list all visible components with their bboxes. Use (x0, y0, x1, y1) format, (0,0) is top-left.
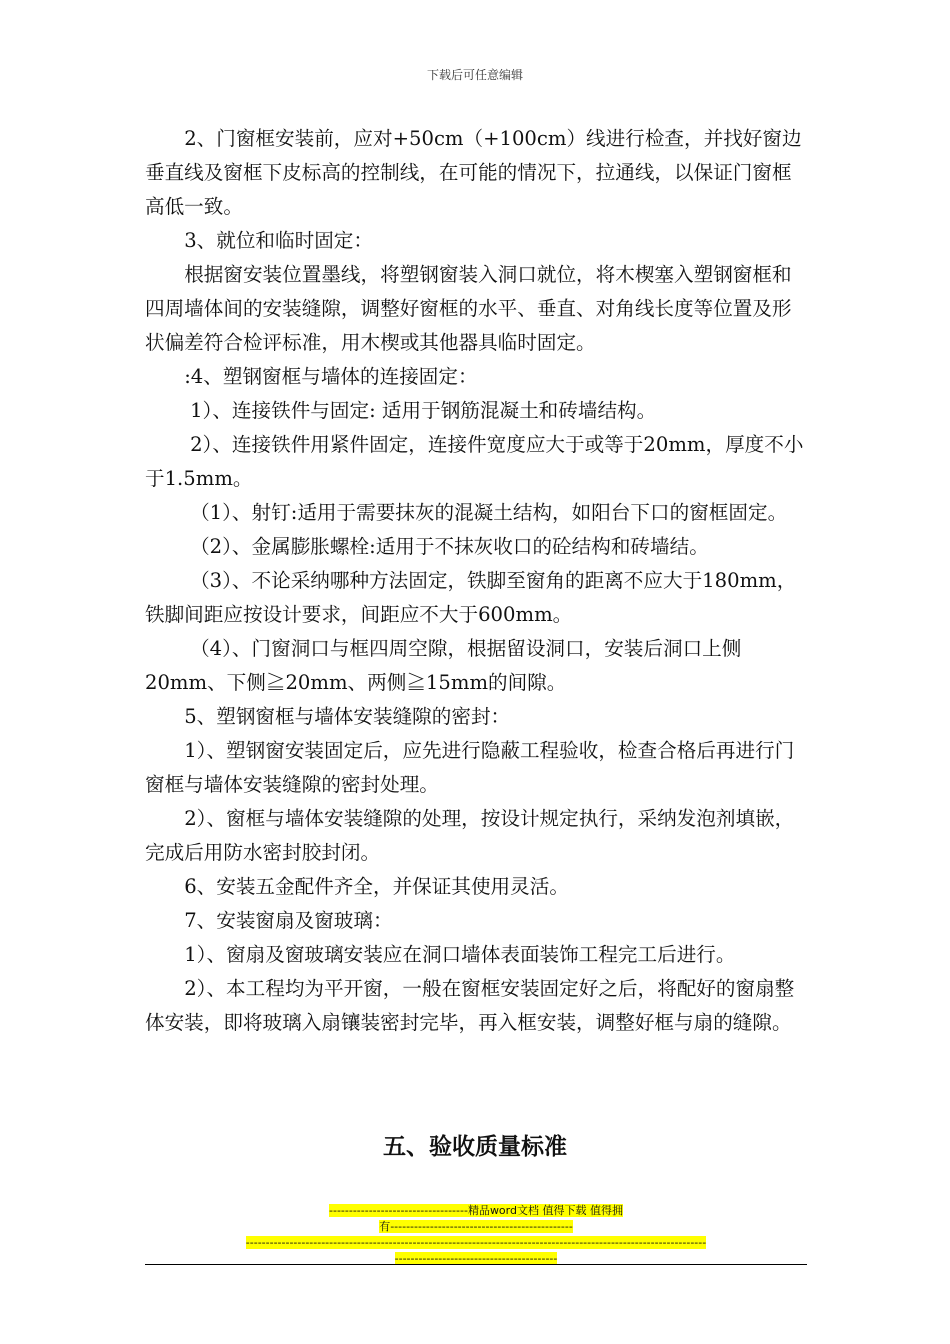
page-header: 下载后可任意编辑 (426, 68, 523, 82)
footer-line: -------------------------------------------------------------------------------------------------------------------- (245, 1236, 707, 1249)
paragraph: 2）、窗框与墙体安装缝隙的处理，按设计规定执行，采纳发泡剂填嵌，完成后用防水密封胶封闭。 (145, 807, 795, 864)
paragraph: （3）、不论采纳哪种方法固定，铁脚至窗角的距离不应大于180mm，铁脚间距应按设计要求，间距应不大于600mm。 (145, 569, 797, 626)
paragraph: 3、就位和临时固定： (184, 229, 373, 252)
paragraph: 5、塑钢窗框与墙体安装缝隙的密封： (184, 705, 511, 728)
footer-line: 有---------------------------------------------- (379, 1220, 573, 1233)
paragraph: （1）、射钉:适用于需要抹灰的混凝土结构，如阳台下口的窗框固定。 (190, 501, 788, 524)
paragraph: 6、安装五金配件齐全，并保证其使用灵活。 (184, 875, 569, 898)
paragraph: （2）、金属膨胀螺栓:适用于不抹灰收口的砼结构和砖墙结。 (190, 535, 709, 558)
footer-watermark (145, 1203, 807, 1267)
paragraph: 1）、连接铁件与固定: 适用于钢筋混凝土和砖墙结构。 (190, 399, 657, 422)
footer-line: -----------------------------------精品word文档 值得下载 值得拥 (329, 1204, 623, 1217)
paragraph: 2）、本工程均为平开窗，一般在窗框安装固定好之后，将配好的窗扇整体安装，即将玻璃入扇镶装密封完毕，再入框安装，调整好框与扇的缝隙。 (145, 977, 795, 1034)
paragraph: 7、安装窗扇及窗玻璃： (184, 909, 393, 932)
paragraph: 2）、连接铁件用紧件固定，连接件宽度应大于或等于20mm，厚度不小于1.5mm。 (145, 433, 804, 490)
section-heading: 五、验收质量标准 (383, 1134, 567, 1160)
paragraph: 1）、塑钢窗安装固定后，应先进行隐蔽工程验收，检查合格后再进行门窗框与墙体安装缝隙的密封处理。 (145, 739, 795, 796)
paragraph: 1）、窗扇及窗玻璃安装应在洞口墙体表面装饰工程完工后进行。 (184, 943, 736, 966)
paragraph: 2、门窗框安装前，应对+50cm（+100cm）线进行检查，并找好窗边垂直线及窗框下皮标高的控制线，在可能的情况下，拉通线，以保证门窗框高低一致。 (145, 127, 802, 218)
paragraph: （4）、门窗洞口与框四周空隙，根据留设洞口，安装后洞口上侧20mm、下侧≧20mm、两侧≧15mm的间隙。 (145, 637, 742, 694)
paragraph: :4、塑钢窗框与墙体的连接固定： (184, 365, 478, 388)
paragraph: 根据窗安装位置墨线，将塑钢窗装入洞口就位，将木楔塞入塑钢窗框和四周墙体间的安装缝隙，调整好窗框的水平、垂直、对角线长度等位置及形状偏差符合检评标准，用木楔或其他器具临时固定。 (145, 263, 792, 354)
footer-line: ----------------------------------------- (394, 1252, 558, 1265)
footer-divider (145, 1264, 807, 1265)
document-body (145, 122, 807, 1040)
